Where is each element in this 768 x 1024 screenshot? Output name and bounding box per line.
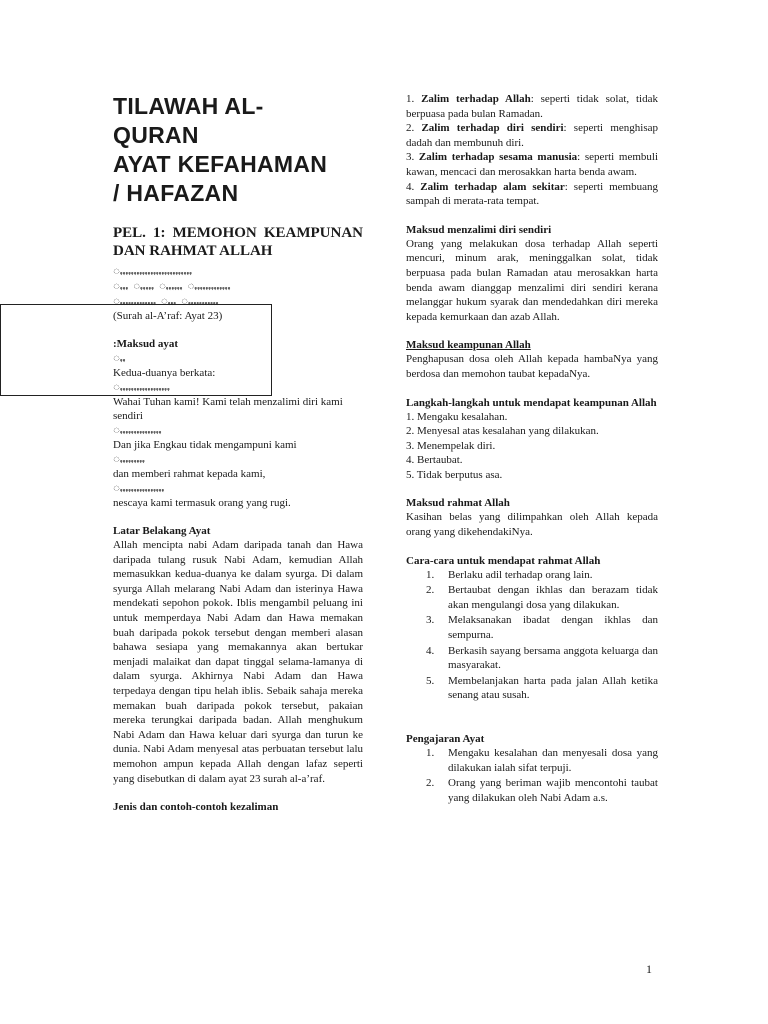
- list-item: 2. Menyesal atas kesalahan yang dilakukan.: [406, 425, 599, 438]
- keampunan-text: Penghapusan dosa oleh Allah kepada hambaNya yang berdosa dan memohon taubat kepadaNya.: [406, 353, 658, 380]
- list-item: 3. Zalim terhadap sesama manusia: seperti membuli kawan, mencaci dan merosakkan harta benda awam.: [406, 151, 658, 178]
- langkah-heading: Langkah-langkah untuk mendapat keampunan Allah: [406, 396, 657, 409]
- keampunan-heading: Maksud keampunan Allah: [406, 339, 531, 352]
- cara-list: [406, 568, 658, 703]
- arabic-verse-fragment: ꩻꩻ: [113, 352, 127, 364]
- rahmat-heading: Maksud rahmat Allah: [406, 497, 510, 510]
- document-title: [113, 92, 363, 208]
- list-item: 5. Membelanjakan harta pada jalan Allah ketika senang atau susah.: [426, 674, 658, 702]
- lesson-title: PEL. 1: MEMOHON KEAMPUNAN DAN RAHMAT ALLAH: [113, 225, 363, 259]
- list-item: 2. Bertaubat dengan ikhlas dan berazam tidak akan mengulangi dosa yang dilakukan.: [426, 584, 658, 611]
- arabic-verse-fragment: ꩻꩻꩻꩻꩻꩻꩻꩻꩻꩻꩻꩻꩻꩻꩻꩻ: [113, 482, 166, 494]
- cara-heading: Cara-cara untuk mendapat rahmat Allah: [406, 554, 601, 567]
- arabic-verse-fragment: ꩻꩻꩻꩻꩻꩻꩻꩻꩻꩻꩻꩻꩻꩻꩻ: [113, 424, 163, 436]
- title-line: QURAN: [113, 122, 199, 148]
- list-item: 5. Tidak berputus asa.: [406, 468, 503, 481]
- arabic-verse-line: ꩻꩻꩻ ꩻꩻꩻꩻꩻ ꩻꩻꩻꩻꩻꩻ ꩻꩻꩻꩻꩻꩻꩻꩻꩻꩻꩻꩻꩻ: [113, 280, 232, 292]
- latar-heading: Latar Belakang Ayat: [113, 525, 211, 537]
- translation-line: dan memberi rahmat kepada kami,: [113, 468, 266, 480]
- title-line: TILAWAH AL-: [113, 93, 264, 119]
- list-item: 1. Mengaku kesalahan dan menyesali dosa yang dilakukan ialah sifat terpuji.: [426, 747, 658, 774]
- translation-line: nescaya kami termasuk orang yang rugi.: [113, 497, 291, 509]
- arabic-verse-line: ꩻꩻꩻꩻꩻꩻꩻꩻꩻꩻꩻꩻꩻꩻꩻꩻꩻꩻꩻꩻꩻꩻꩻꩻꩻꩻ: [113, 265, 193, 277]
- list-item: 4. Bertaubat.: [406, 454, 463, 467]
- list-item: 1. Zalim terhadap Allah: seperti tidak solat, tidak berpuasa pada bulan Ramadan.: [406, 93, 658, 120]
- list-item: 1. Mengaku kesalahan.: [406, 410, 508, 423]
- title-line: AYAT KEFAHAMAN: [113, 151, 328, 177]
- pengajaran-heading: Pengajaran Ayat: [406, 733, 485, 745]
- verse-frame: [0, 304, 272, 396]
- list-item: 3. Menempelak diri.: [406, 439, 496, 452]
- title-line: / HAFAZAN: [113, 180, 239, 206]
- latar-text: Allah mencipta nabi Adam daripada tanah dan Hawa daripada tulang rusuk Nabi Adam, kemudian Allah memasukkan kedua-duanya ke dalam syurga. Di dalam syurga Allah melarang Nabi Adam dan isterinya Hawa mendekati sepohon pokok. Iblis mengambil peluang ini untuk memperdaya Nabi Adam dan Hawa memakan buah daripada pokok tersebut dengan memberi alasan bahawa sesiapa yang memakannya akan bertukar menjadi malaikat dan dapat tinggal selama-lamanya di dalam syurga. Akhirnya Nabi Adam dan Hawa terpedaya dengan tipu helah iblis. Sebaik sahaja mereka memakan buah daripada pokok tersebut, pakaian mereka terungkai daripada badan. Allah menghukum Nabi Adam dan Hawa keluar dari syurga dan turun ke dunia. Nabi Adam menyesal atas perbuatan tersebut lalu memohon ampun kepada Allah dengan lafaz seperti yang disebutkan di dalam ayat 23 surah al-a’raf.: [113, 539, 363, 785]
- jenis-heading: Jenis dan contoh-contoh kezaliman: [113, 801, 279, 814]
- arabic-verse-fragment: ꩻꩻꩻꩻꩻꩻꩻꩻꩻꩻꩻꩻꩻꩻꩻꩻꩻꩻ: [113, 381, 171, 393]
- list-item: 4. Zalim terhadap alam sekitar: seperti membuang sampah di merata-rata tempat.: [406, 180, 658, 208]
- arabic-verse-line: ꩻꩻꩻꩻꩻꩻꩻꩻꩻꩻꩻꩻꩻ ꩻꩻꩻ ꩻꩻꩻꩻꩻꩻꩻꩻꩻꩻꩻ: [113, 295, 220, 307]
- kezaliman-list: [406, 92, 658, 209]
- translation-line: Dan jika Engkau tidak mengampuni kami: [113, 439, 297, 451]
- rahmat-text: Kasihan belas yang dilimpahkan oleh Allah kepada orang yang dikehendakiNya.: [406, 511, 658, 539]
- pengajaran-list: [406, 746, 658, 805]
- list-item: 2. Zalim terhadap diri sendiri: seperti menghisap dadah dan membunuh diri.: [406, 122, 658, 149]
- surah-reference: (Surah al-A’raf: Ayat 23): [113, 310, 223, 322]
- menzalimi-text: Orang yang melakukan dosa terhadap Allah seperti mencuri, minum arak, meninggalkan solat, tidak berpuasa pada bulan Ramadan atau merosakkan harta benda awam dianggap menzalimi diri sendiri kerana melanggar hukum syarak dan mendedahkan diri mereka kepada kemurkaan dan azab Allah.: [406, 237, 658, 323]
- maksud-ayat-heading: :Maksud ayat: [113, 338, 179, 350]
- arabic-verse-fragment: ꩻꩻꩻꩻꩻꩻꩻꩻꩻ: [113, 453, 146, 465]
- list-item: 2. Orang yang beriman wajib mencontohi taubat yang dilakukan oleh Nabi Adam a.s.: [426, 777, 658, 804]
- list-item: 1. Berlaku adil terhadap orang lain.: [426, 568, 593, 581]
- right-column: [406, 92, 658, 806]
- page-number: 1: [646, 962, 652, 976]
- list-item: 3. Melaksanakan ibadat dengan ikhlas dan sempurna.: [426, 614, 658, 642]
- menzalimi-heading: Maksud menzalimi diri sendiri: [406, 223, 552, 236]
- left-column: [113, 92, 363, 814]
- list-item: 4. Berkasih sayang bersama anggota keluarga dan masyarakat.: [426, 644, 658, 672]
- translation-line: Kedua-duanya berkata:: [113, 367, 216, 379]
- translation-line: Wahai Tuhan kami! Kami telah menzalimi diri kami sendiri: [113, 396, 343, 422]
